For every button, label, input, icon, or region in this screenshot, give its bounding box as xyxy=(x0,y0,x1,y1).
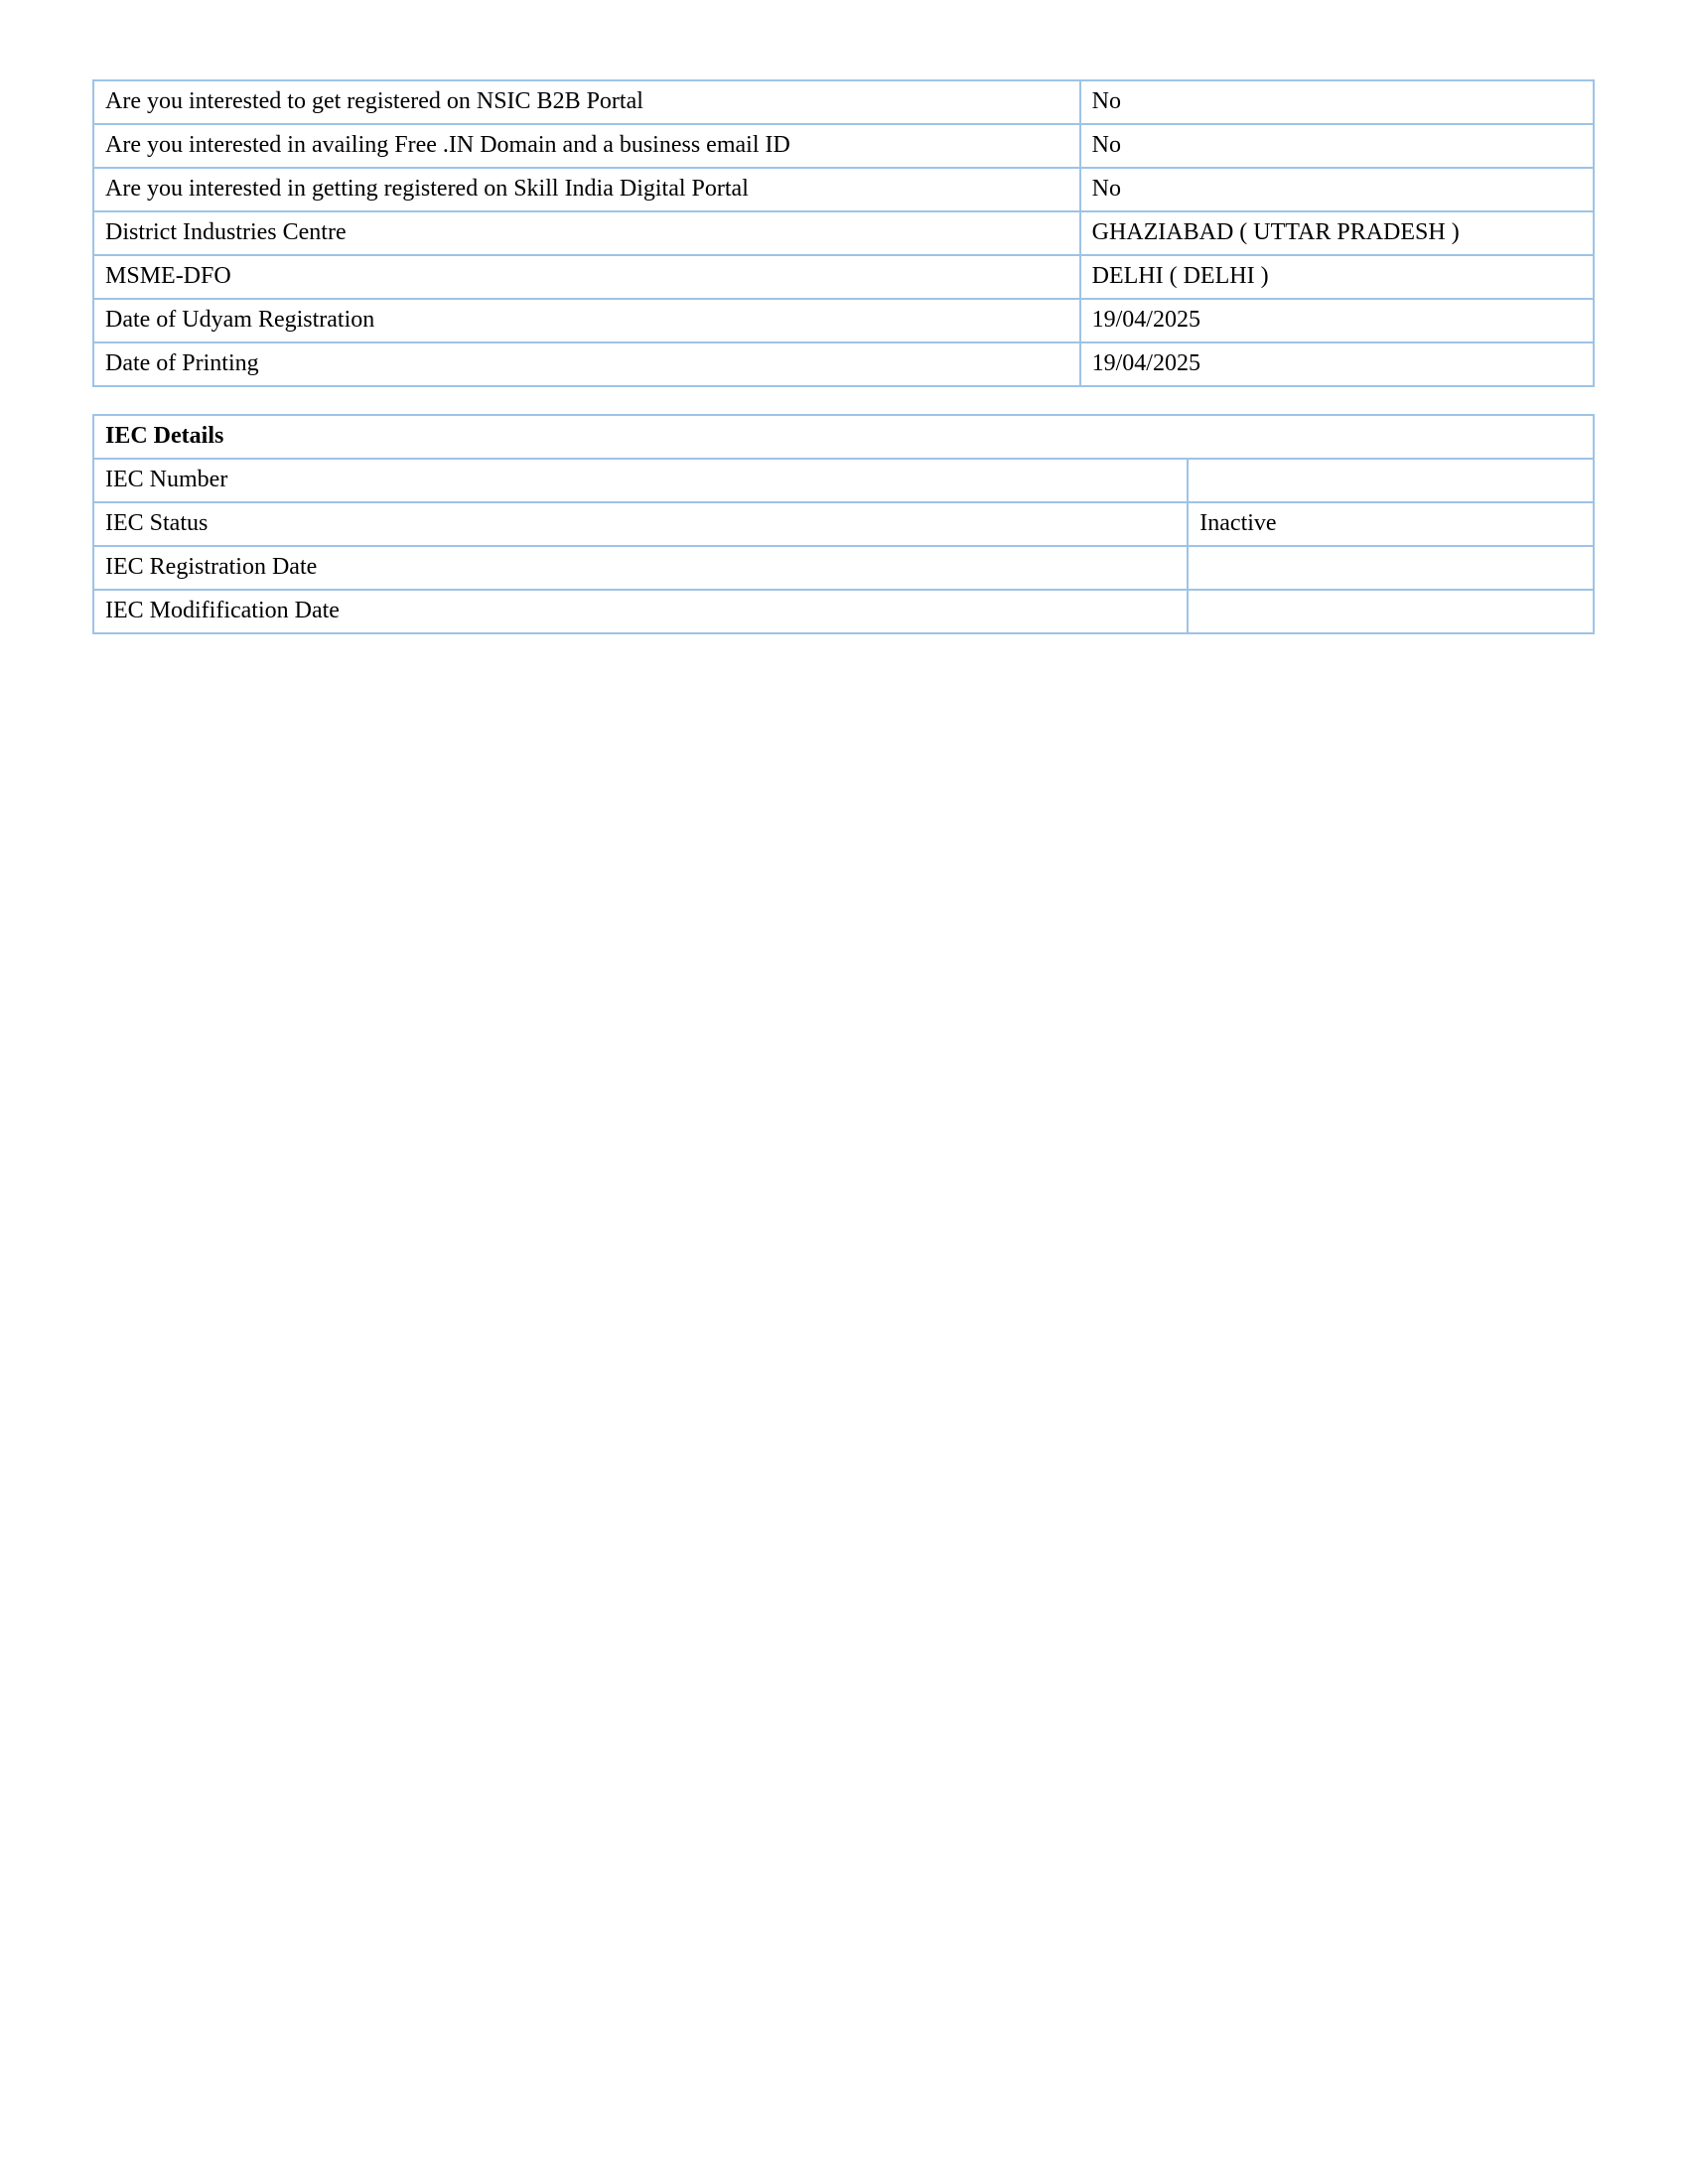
table-row xyxy=(93,255,1594,299)
row-value: No xyxy=(1080,124,1594,168)
row-value: Inactive xyxy=(1188,502,1594,546)
table-row xyxy=(93,459,1594,502)
row-label: MSME-DFO xyxy=(93,255,1080,299)
row-label: Are you interested in getting registered on Skill India Digital Portal xyxy=(93,168,1080,211)
table-row xyxy=(93,299,1594,342)
row-label: IEC Status xyxy=(93,502,1188,546)
row-label: District Industries Centre xyxy=(93,211,1080,255)
row-label: Are you interested in availing Free .IN Domain and a business email ID xyxy=(93,124,1080,168)
row-value xyxy=(1188,459,1594,502)
table-row xyxy=(93,211,1594,255)
row-value: No xyxy=(1080,168,1594,211)
table-row xyxy=(93,168,1594,211)
registration-details-table xyxy=(92,79,1595,387)
row-label: IEC Registration Date xyxy=(93,546,1188,590)
row-value: 19/04/2025 xyxy=(1080,299,1594,342)
table-row xyxy=(93,124,1594,168)
table-row xyxy=(93,546,1594,590)
iec-details-header: IEC Details xyxy=(93,415,1594,459)
row-value: GHAZIABAD ( UTTAR PRADESH ) xyxy=(1080,211,1594,255)
row-label: Date of Printing xyxy=(93,342,1080,386)
row-label: Are you interested to get registered on NSIC B2B Portal xyxy=(93,80,1080,124)
row-label: IEC Number xyxy=(93,459,1188,502)
document-page xyxy=(92,79,1595,634)
table-row xyxy=(93,590,1594,633)
table-row xyxy=(93,80,1594,124)
row-value xyxy=(1188,590,1594,633)
row-value: DELHI ( DELHI ) xyxy=(1080,255,1594,299)
table-row xyxy=(93,342,1594,386)
row-label: IEC Modifification Date xyxy=(93,590,1188,633)
table-row xyxy=(93,502,1594,546)
table-header-row xyxy=(93,415,1594,459)
row-value xyxy=(1188,546,1594,590)
row-label: Date of Udyam Registration xyxy=(93,299,1080,342)
row-value: No xyxy=(1080,80,1594,124)
row-value: 19/04/2025 xyxy=(1080,342,1594,386)
iec-details-table xyxy=(92,414,1595,634)
